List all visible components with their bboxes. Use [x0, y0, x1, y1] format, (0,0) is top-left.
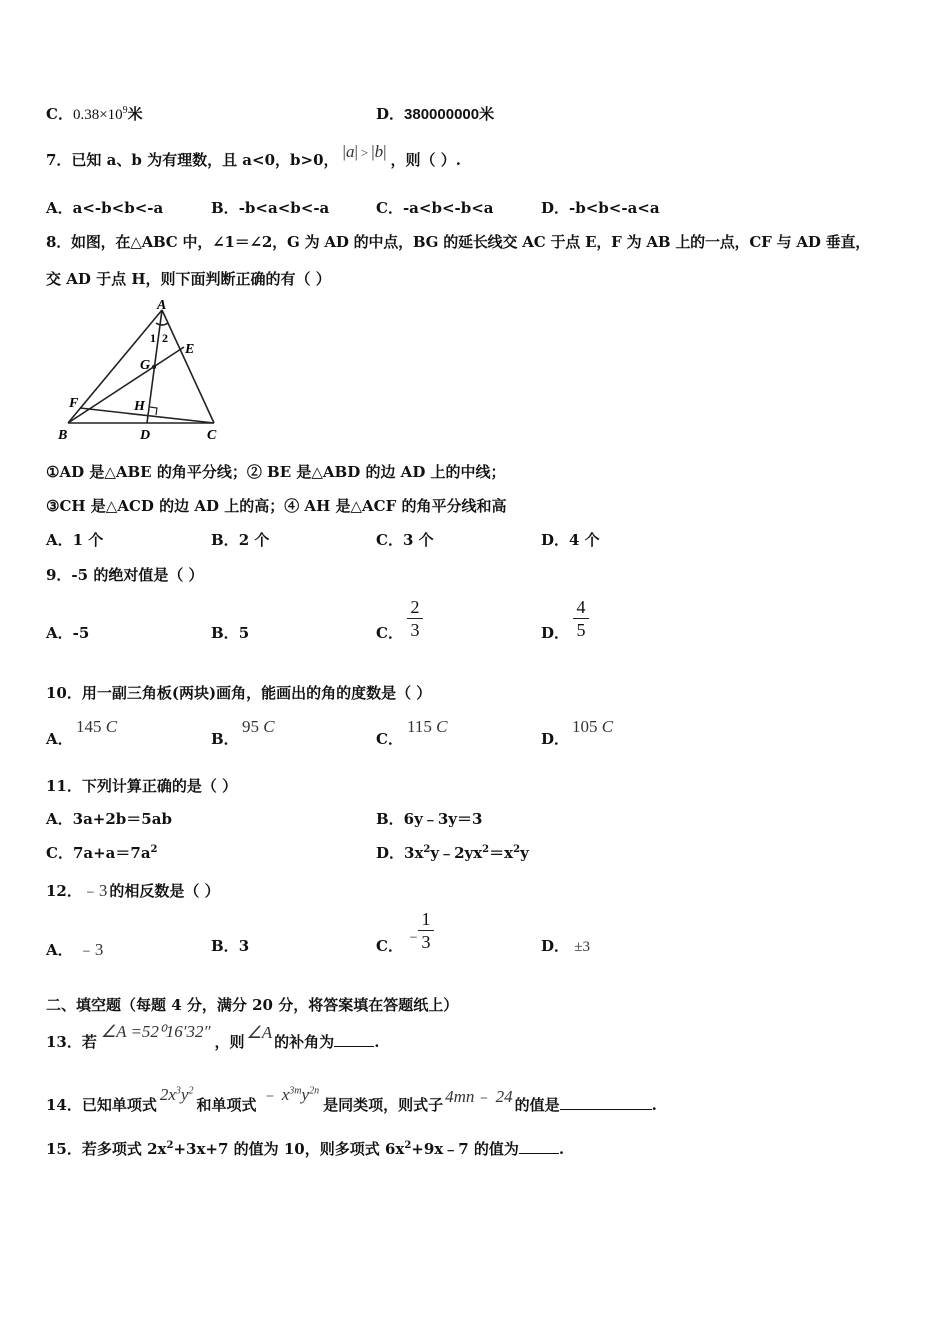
label-a: A [157, 298, 167, 313]
q12-option-a: A． ﹣3 [46, 940, 104, 959]
abs-expression: |a| > |b| [342, 142, 387, 161]
q10-option-a: A． [46, 730, 73, 748]
option-value: 380000000 [404, 106, 480, 123]
segment-be [68, 347, 184, 423]
q9-stem: 9．-5 的绝对值是（ ） [46, 566, 204, 584]
segment-ac [162, 310, 214, 423]
point-g [152, 365, 156, 369]
gt-sign: > [360, 145, 369, 160]
denominator: 3 [410, 620, 420, 640]
q8-stem-line2: 交 AD 于点 H，则下面判断正确的有（ ） [46, 270, 331, 288]
q7-option-d: D．-b<b<-a<a [541, 199, 660, 217]
q6-option-d [376, 103, 494, 124]
option-label: C． [46, 105, 73, 123]
q10-option-d-value: 105 C [572, 717, 614, 736]
q10-option-d: D． [541, 730, 570, 748]
q7-option-c: C．-a<b<-b<a [376, 199, 494, 217]
monomial-2: ﹣ $x^{3m}y^{2n}$ [260, 1085, 320, 1104]
expression: 4mn﹣ 24 [445, 1087, 513, 1106]
answer-blank[interactable] [560, 1097, 652, 1110]
label-angle-1: 1 [150, 331, 156, 345]
exponent: 9 [122, 105, 128, 116]
q8-option-a: A．1 个 [46, 531, 104, 549]
numerator: 2 [410, 597, 420, 617]
label-b: B [58, 428, 68, 443]
q8-option-c: C．3 个 [376, 531, 434, 549]
q10-option-c-value: 115 C [407, 717, 448, 736]
label-c: C [207, 428, 217, 443]
q8-statement-1: ①AD 是△ABE 的角平分线；② BE 是△ABD 的边 AD 上的中线； [46, 463, 506, 481]
right-angle-mark [150, 407, 157, 415]
q12-option-c-sign: ﹣ [405, 926, 422, 945]
numerator: 4 [576, 597, 586, 617]
q14: 14．已知单项式$2x^3y^2$和单项式﹣ $x^{3m}y^{2n}$是同类项，则式子 4mn﹣ 24 的值是 . [46, 1085, 657, 1114]
option-value: 0.38×10 [72, 107, 123, 123]
q13: 13．若∠A =52⁰16′32″，则 ∠A 的补角为 . [46, 1022, 380, 1051]
q10-option-a-value: 145 C [76, 717, 118, 736]
q9-option-d-label: D． [541, 624, 570, 642]
q10-option-b: B． [211, 730, 239, 748]
q8-option-d: D．4 个 [541, 531, 600, 549]
monomial-1: $2x^3y^2$ [159, 1085, 194, 1104]
q7-option-a: A．a<-b<b<-a [46, 199, 164, 217]
q11-option-b: B．6y﹣3y＝3 [376, 810, 483, 828]
label-f: F [69, 396, 79, 411]
q11-option-d: D．$3x^2y﹣2yx^2=x^2y$ [376, 844, 529, 862]
q9-option-d-fraction [573, 597, 589, 640]
q12-option-b: B．3 [211, 937, 250, 955]
angle-arc [156, 323, 168, 325]
unit: 米 [127, 105, 143, 123]
q8-option-b: B．2 个 [211, 531, 270, 549]
q10-option-b-value: 95 C [242, 717, 275, 736]
q12-option-d: D． ±3 [541, 937, 590, 955]
q7-option-b: B．-b<a<b<-a [211, 199, 330, 217]
unit: 米 [479, 105, 495, 123]
q10-option-c: C． [376, 730, 403, 748]
label-angle-2: 2 [162, 331, 168, 345]
label-d: D [140, 428, 151, 443]
label-e: E [185, 342, 195, 357]
angle-symbol: ∠A [246, 1023, 273, 1042]
answer-blank[interactable] [519, 1141, 559, 1154]
abs-b: b [374, 142, 384, 161]
option-label: D． [376, 105, 405, 123]
q11-option-a: A．3a+2b＝5ab [46, 810, 172, 828]
q6-option-c [46, 103, 143, 124]
denominator: 5 [576, 620, 586, 640]
stem-text: 7．已知 a、b 为有理数，且 a<0，b>0， [46, 151, 339, 169]
answer-blank[interactable] [334, 1034, 374, 1047]
q11-option-c: C．$7a+a=7a^2$ [46, 844, 158, 862]
q7-stem [46, 142, 461, 170]
q12-stem: 12．﹣3 的相反数是（ ） [46, 881, 220, 900]
q9-option-c-label: C． [376, 624, 403, 642]
abs-a: a [345, 142, 355, 161]
triangle-figure [56, 296, 226, 444]
label-g: G [140, 358, 151, 373]
angle-expression: ∠A =52⁰16′32″ [100, 1022, 211, 1041]
denominator: 3 [421, 932, 431, 952]
q8-statement-2: ③CH 是△ACD 的边 AD 上的高；④ AH 是△ACF 的角平分线和高 [46, 497, 507, 515]
q9-option-c-fraction [407, 597, 423, 640]
numerator: 1 [421, 909, 431, 929]
section-2-title: 二、填空题（每题 4 分，满分 20 分，将答案填在答题纸上） [46, 996, 459, 1014]
stem-text-end: ，则（ ）. [390, 151, 461, 169]
q8-stem-line1: 8．如图，在△ABC 中，∠1＝∠2，G 为 AD 的中点，BG 的延长线交 AC 于点 E，F 为 AB 上的一点，CF 与 AD 垂直， [46, 233, 871, 251]
q11-stem: 11．下列计算正确的是（ ） [46, 777, 238, 795]
label-h: H [134, 399, 145, 414]
q10-stem: 10．用一副三角板(两块)画角，能画出的角的度数是（ ） [46, 684, 432, 702]
q15: 15．若多项式 $2x^2+3x+7$ 的值为 10，则多项式 $6x^2+9x﹣7$ 的值为 . [46, 1140, 565, 1158]
q12-option-c-fraction [418, 909, 434, 952]
q9-option-b: B．5 [211, 624, 250, 642]
q9-option-a: A．-5 [46, 624, 90, 642]
q12-option-c-label: C． [376, 937, 403, 955]
